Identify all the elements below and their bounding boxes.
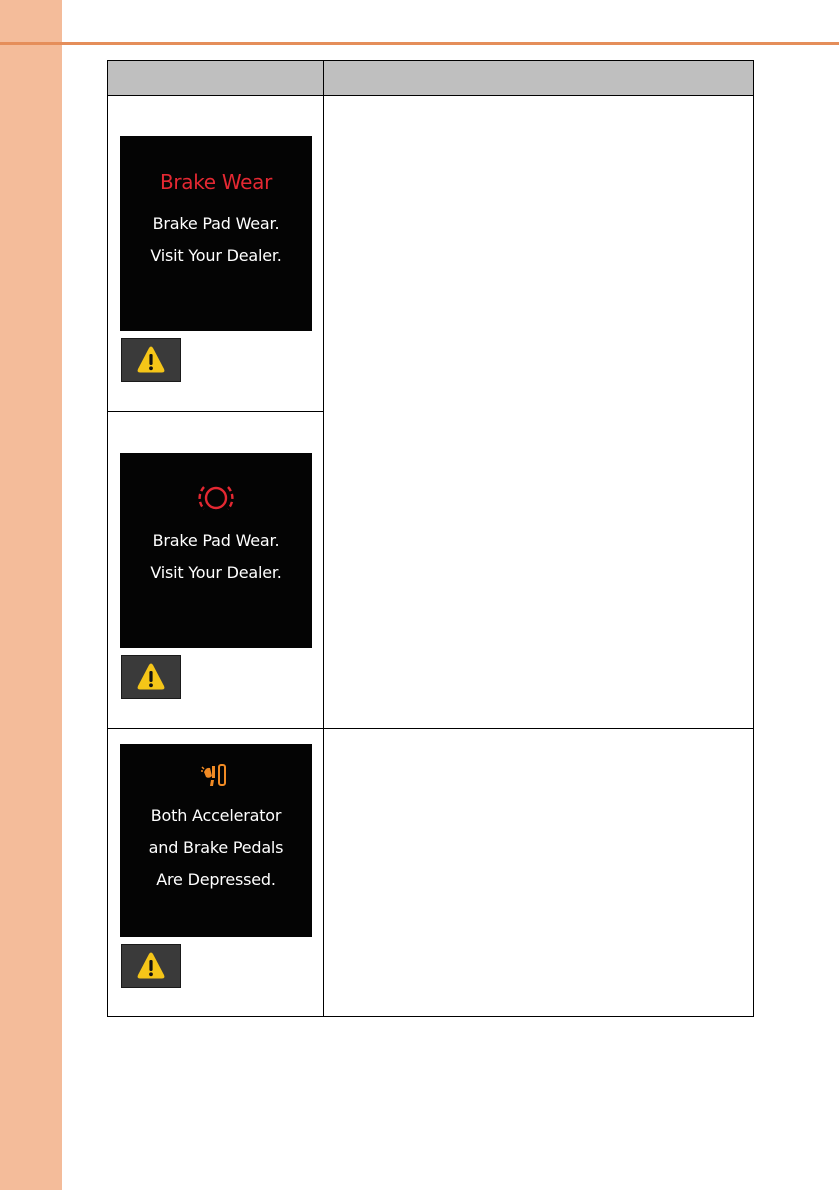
- warning-icon-box: [121, 655, 181, 699]
- display-screen-pedals: [120, 744, 312, 937]
- display-screen-brake-indicator: [120, 453, 312, 648]
- pedal-indicator-icon: [200, 762, 232, 790]
- row-divider-full: [108, 728, 753, 729]
- screen-line: Visit Your Dealer.: [150, 563, 282, 582]
- warning-icon-box: [121, 944, 181, 988]
- row-divider-left: [108, 411, 323, 412]
- warning-triangle-icon: [136, 662, 166, 692]
- table-header: [108, 61, 753, 96]
- column-divider: [323, 96, 324, 1016]
- message-table: [107, 60, 754, 1017]
- screen-line: Both Accelerator: [150, 806, 282, 825]
- side-color-strip: [0, 0, 62, 1190]
- warning-triangle-icon: [136, 345, 166, 375]
- screen-title: Brake Wear: [159, 170, 273, 194]
- header-rule: [0, 42, 839, 45]
- screen-line: and Brake Pedals: [148, 838, 284, 857]
- warning-triangle-icon: [136, 951, 166, 981]
- screen-line: Brake Pad Wear.: [152, 531, 280, 550]
- brake-wear-indicator-icon: [196, 480, 236, 516]
- screen-line: Are Depressed.: [156, 870, 276, 889]
- header-cell-details: [324, 61, 753, 95]
- screen-line: Brake Pad Wear.: [152, 214, 280, 233]
- display-screen-brake-wear: [120, 136, 312, 331]
- screen-line: Visit Your Dealer.: [150, 246, 282, 265]
- warning-icon-box: [121, 338, 181, 382]
- header-cell-message: [108, 61, 323, 95]
